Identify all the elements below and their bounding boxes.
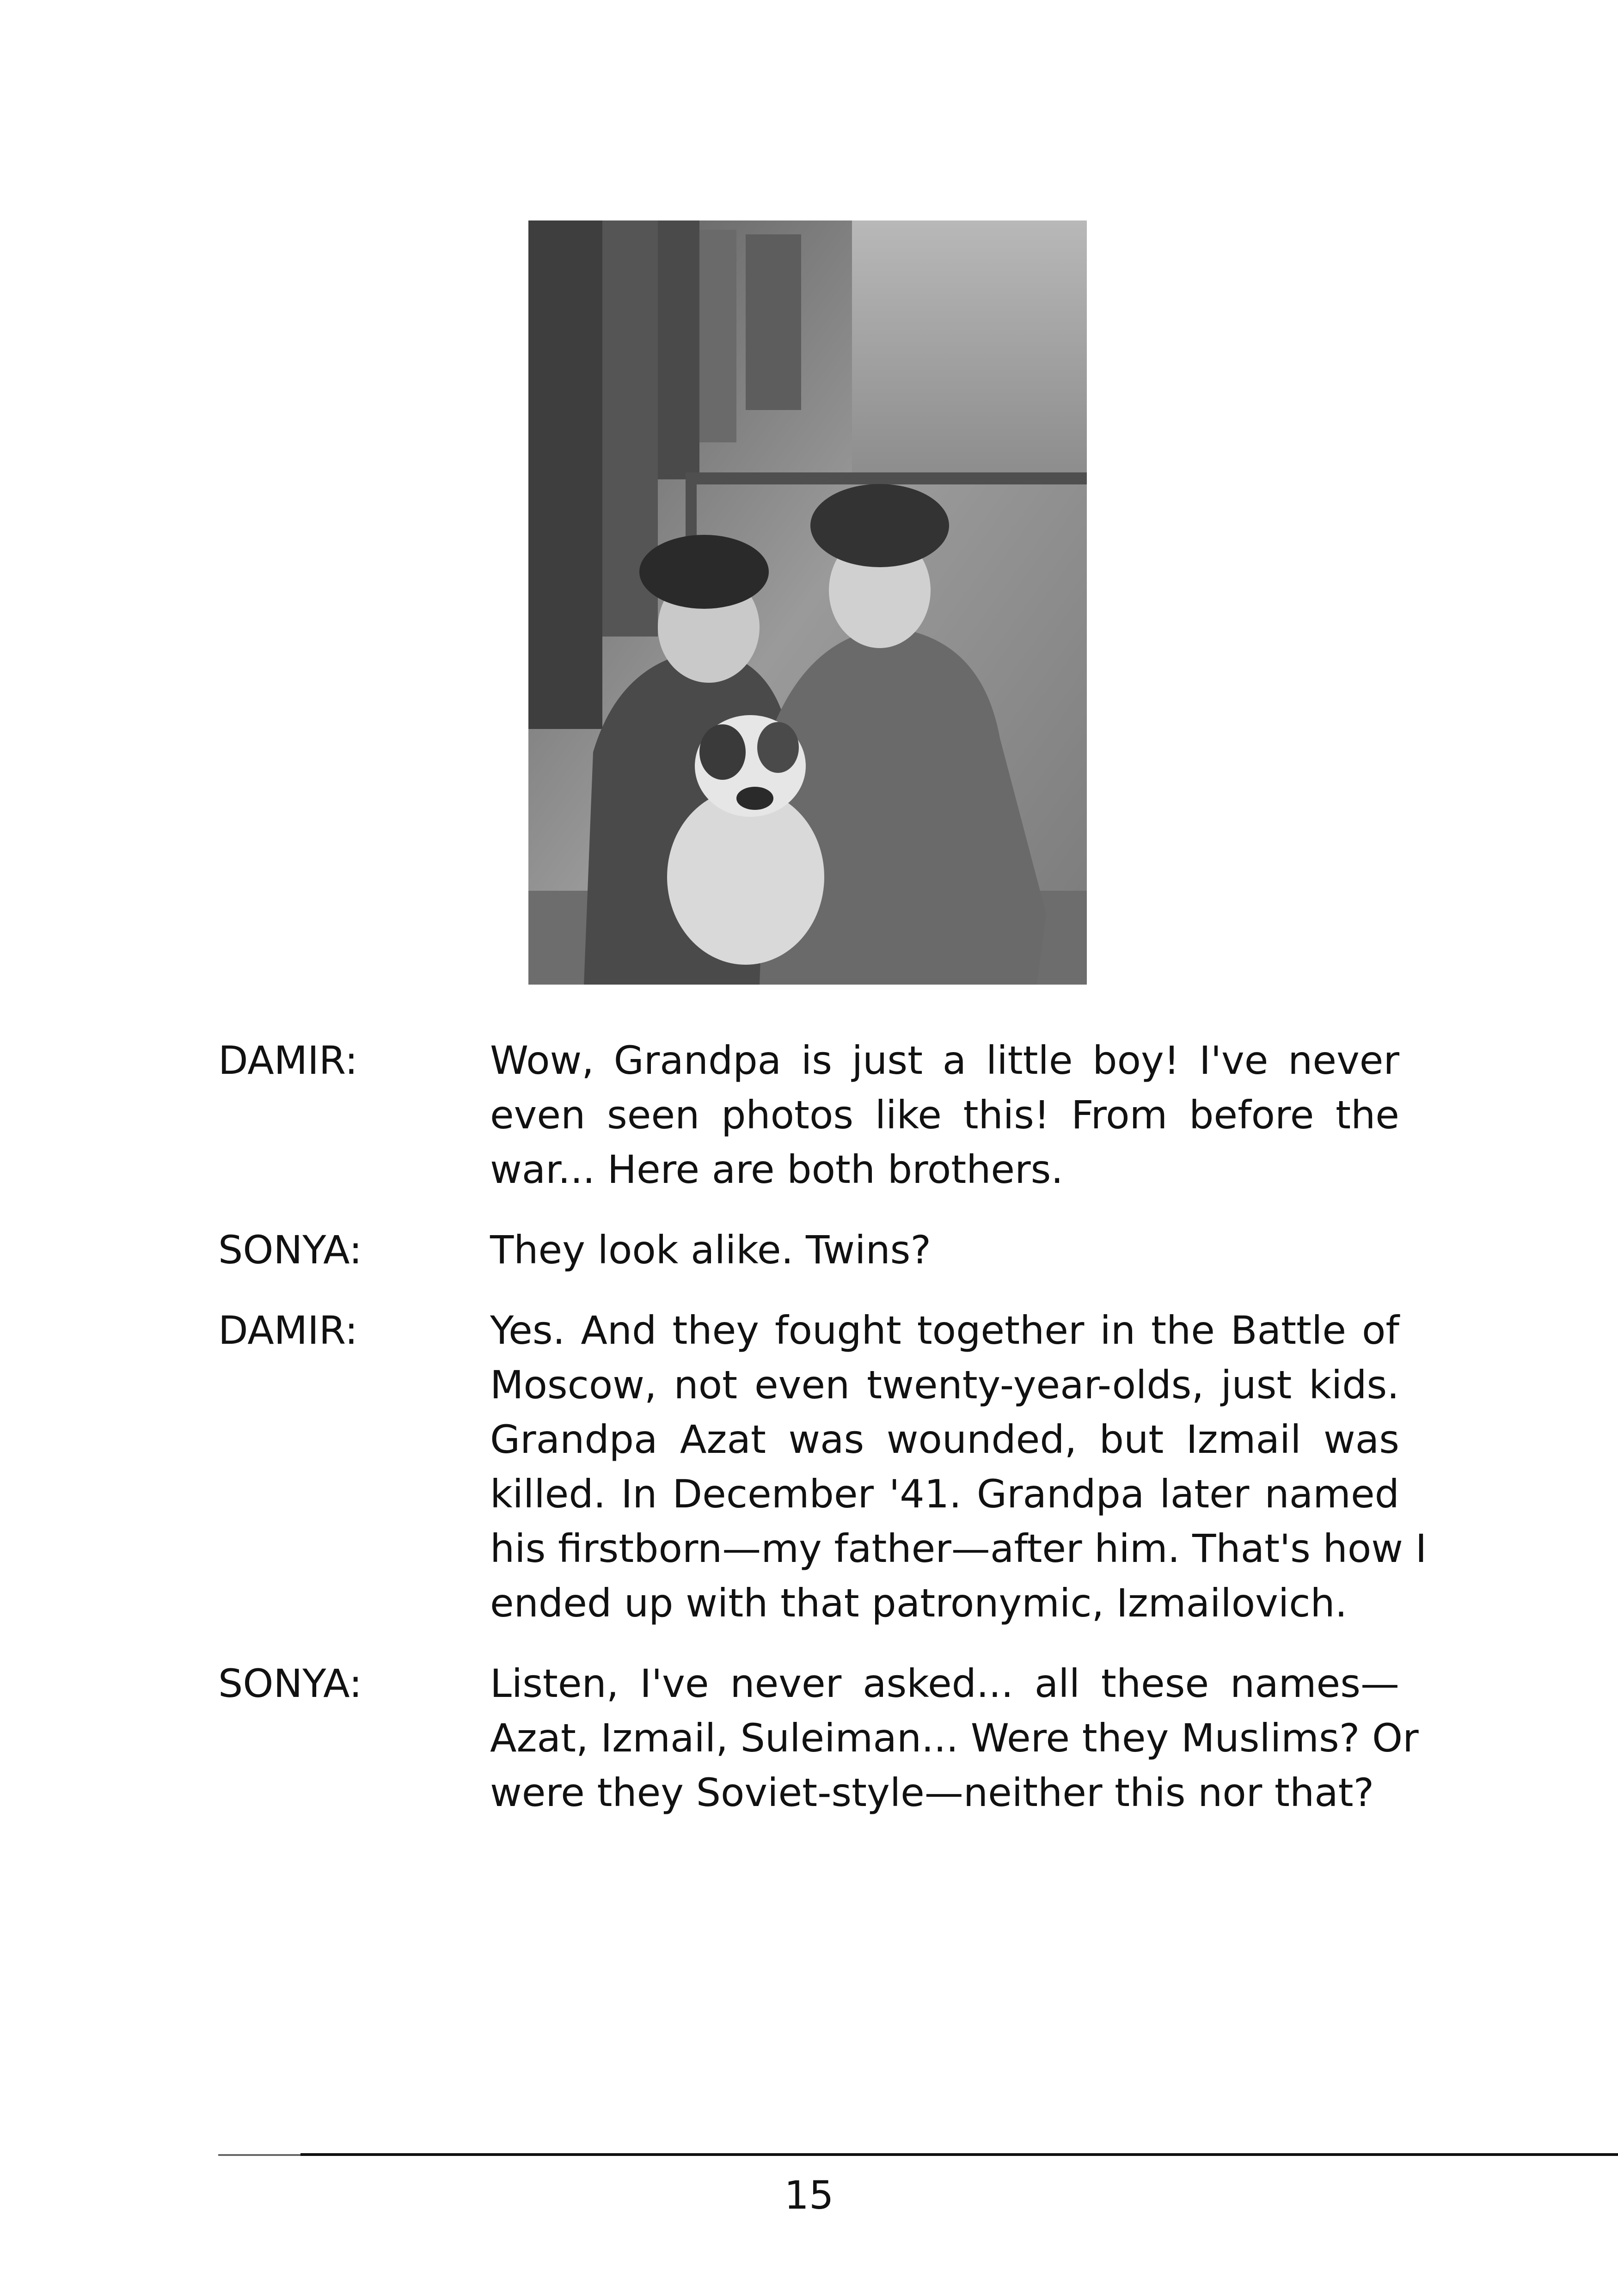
speech-text bbox=[490, 1656, 1419, 1820]
dialogue-line bbox=[218, 1033, 1399, 1197]
page-number: 15 bbox=[784, 2173, 834, 2218]
dialogue-line bbox=[218, 1656, 1419, 1820]
speech-text bbox=[490, 1223, 1399, 1277]
archival-photo bbox=[528, 220, 1087, 985]
speech-row: They look alike. Twins? bbox=[490, 1227, 932, 1273]
speech-row: Listen, I've never asked... all these names— bbox=[490, 1661, 1399, 1706]
dialogue-line bbox=[218, 1303, 1427, 1630]
speech-row: killed. In December '41. Grandpa later named bbox=[490, 1471, 1399, 1517]
speaker-name: SONYA: bbox=[218, 1227, 362, 1273]
speech-row: Moscow, not even twenty-year-olds, just kids. bbox=[490, 1362, 1399, 1408]
speech-row: were they Soviet-style—neither this nor that? bbox=[490, 1770, 1374, 1815]
speech-text bbox=[490, 1033, 1399, 1197]
speech-row: his firstborn—my father—after him. That's how I bbox=[490, 1526, 1427, 1571]
speech-row: war... Here are both brothers. bbox=[490, 1147, 1064, 1192]
dialogue bbox=[218, 1033, 1427, 1846]
speaker-name: DAMIR: bbox=[218, 1038, 358, 1083]
photo-two-boys-with-dog-icon bbox=[528, 220, 1087, 985]
speech-row: Azat, Izmail, Suleiman... Were they Muslims? Or bbox=[490, 1715, 1419, 1761]
speech-row: Wow, Grandpa is just a little boy! I've never bbox=[490, 1038, 1399, 1083]
footer-rule-left bbox=[218, 2154, 311, 2156]
speech-text bbox=[490, 1303, 1427, 1630]
speech-row: Grandpa Azat was wounded, but Izmail was bbox=[490, 1417, 1399, 1462]
speaker-name: DAMIR: bbox=[218, 1308, 358, 1353]
footer-rule bbox=[300, 2153, 1618, 2156]
speaker-name: SONYA: bbox=[218, 1661, 362, 1706]
speech-row: Yes. And they fought together in the Battle of bbox=[490, 1308, 1399, 1353]
speech-row: ended up with that patronymic, Izmailovich. bbox=[490, 1580, 1348, 1626]
dialogue-line bbox=[218, 1223, 1399, 1277]
speech-row: even seen photos like this! From before the bbox=[490, 1092, 1399, 1138]
